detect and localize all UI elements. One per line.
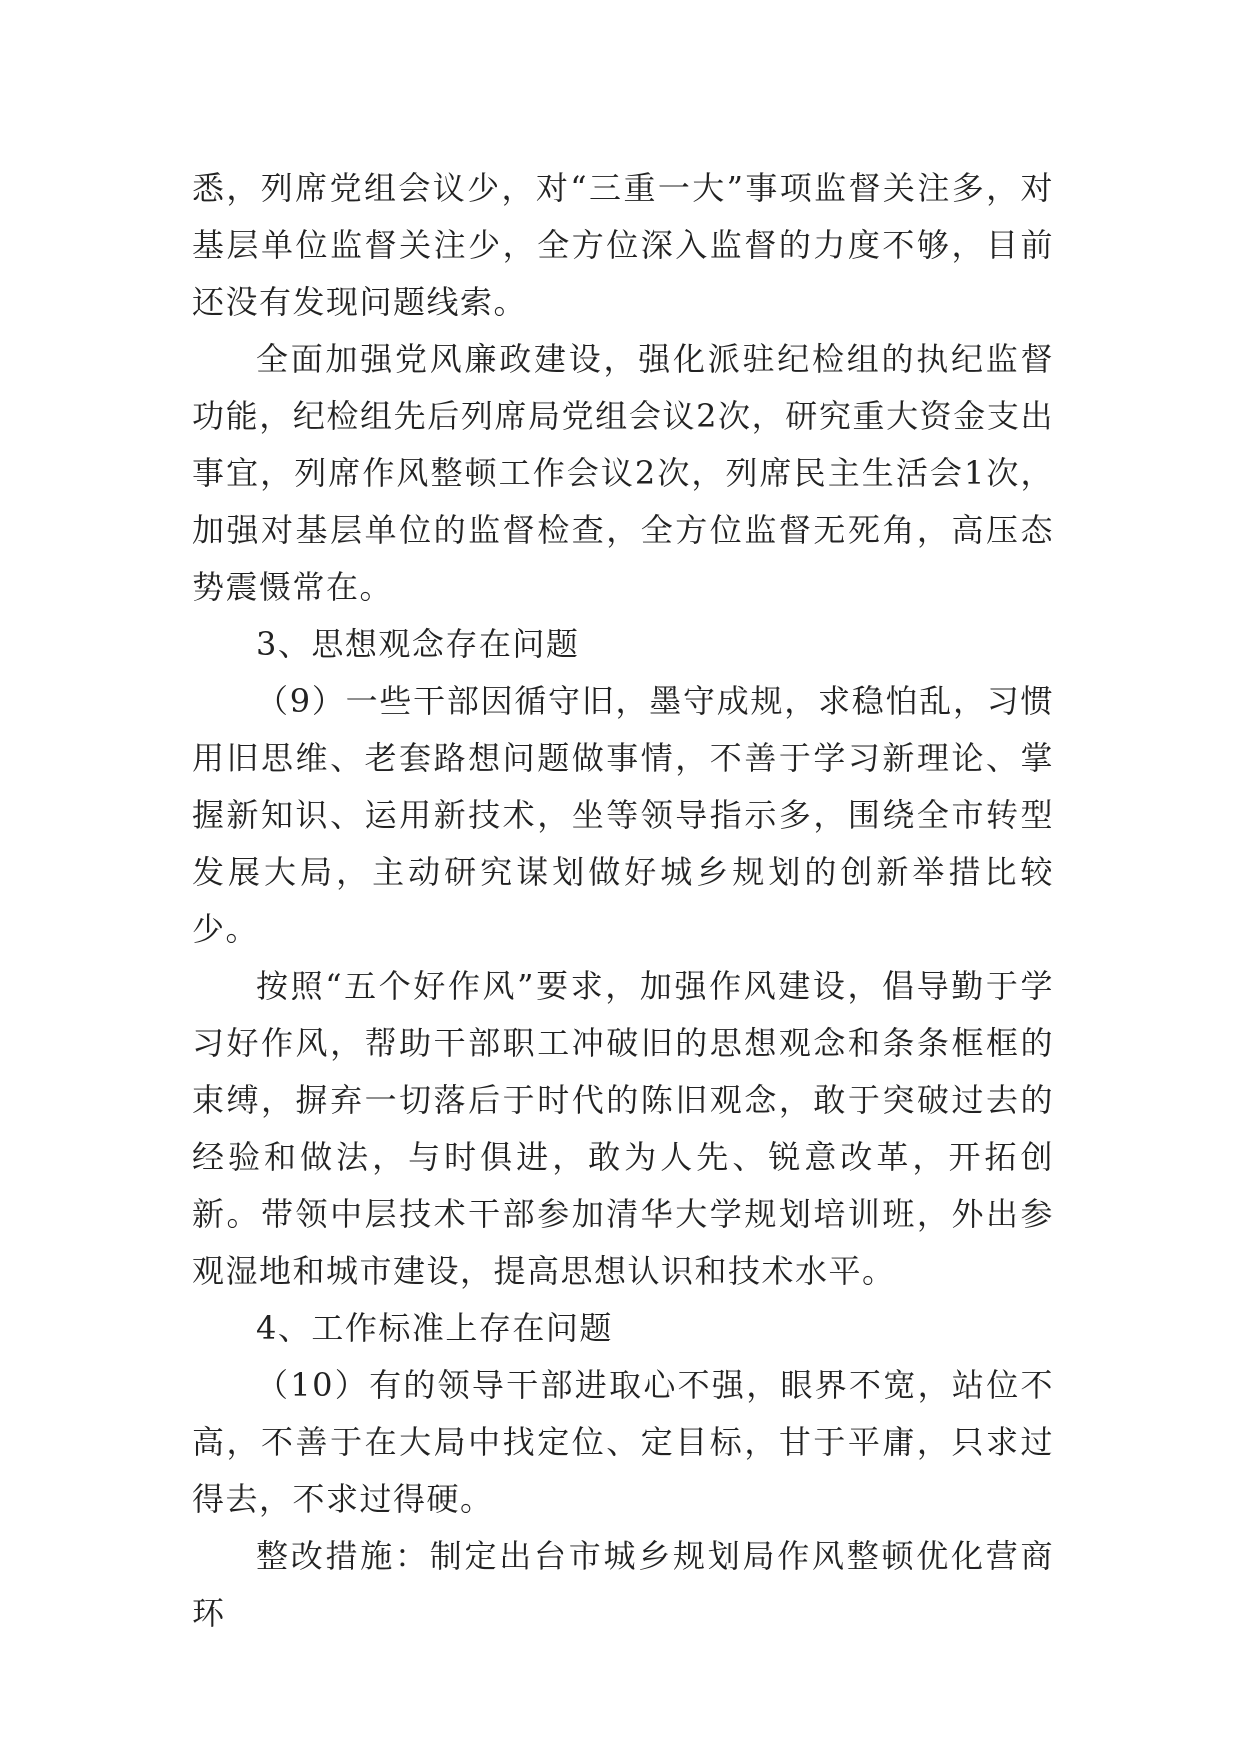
paragraph-measures-10: 整改措施：制定出台市城乡规划局作风整顿优化营商环 [192,1537,1054,1632]
section-heading-3: 3、思想观念存在问题 [256,625,580,663]
paragraph-party-discipline: 全面加强党风廉政建设，强化派驻纪检组的执纪监督功能，纪检组先后列席局党组会议2次，研究重大资金支出事宜，列席作风整顿工作会议2次，列席民主生活会1次，加强对基层单位的监督检查，全方位监督无死角，高压态势震慑常在。 [192,340,1054,606]
section-heading-4: 4、工作标准上存在问题 [256,1309,613,1347]
paragraph-continuation: 悉，列席党组会议少，对“三重一大”事项监督关注多，对基层单位监督关注少，全方位深入监督的力度不够，目前还没有发现问题线索。 [192,169,1054,321]
paragraph-issue-9: （9）一些干部因循守旧，墨守成规，求稳怕乱，习惯用旧思维、老套路想问题做事情，不善于学习新理论、掌握新知识、运用新技术，坐等领导指示多，围绕全市转型发展大局，主动研究谋划做好城乡规划的创新举措比较少。 [192,682,1054,948]
document-body [192,160,1054,1642]
paragraph-issue-10: （10）有的领导干部进取心不强，眼界不宽，站位不高，不善于在大局中找定位、定目标，甘于平庸，只求过得去，不求过得硬。 [192,1366,1054,1518]
paragraph-measures-9: 按照“五个好作风”要求，加强作风建设，倡导勤于学习好作风，帮助干部职工冲破旧的思想观念和条条框框的束缚，摒弃一切落后于时代的陈旧观念，敢于突破过去的经验和做法，与时俱进，敢为人先、锐意改革，开拓创新。带领中层技术干部参加清华大学规划培训班，外出参观湿地和城市建设，提高思想认识和技术水平。 [192,967,1054,1290]
